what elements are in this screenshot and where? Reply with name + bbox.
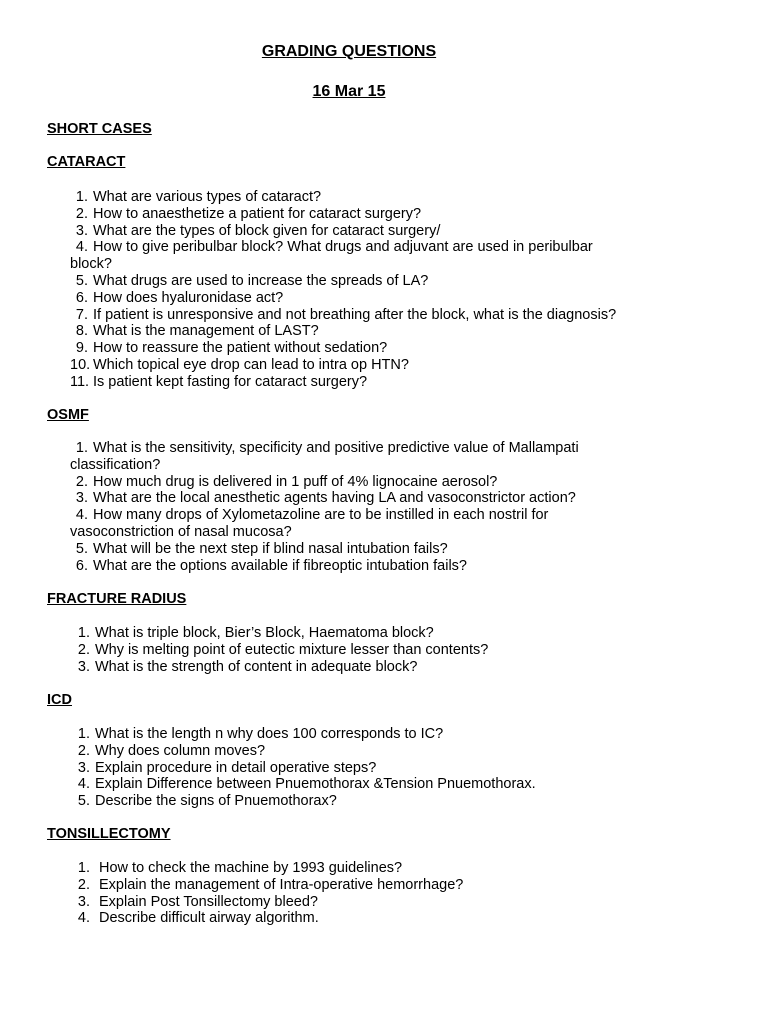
question-text: If patient is unresponsive and not breathing after the block, what is the diagnosis? <box>93 306 617 323</box>
question-item <box>70 374 670 391</box>
question-item <box>70 507 670 524</box>
question-number: 2. <box>77 742 90 759</box>
question-item <box>70 894 670 911</box>
question-text: What is triple block, Bier’s Block, Haematoma block? <box>95 625 434 641</box>
question-item <box>70 206 670 223</box>
question-item <box>70 625 670 642</box>
question-item <box>70 860 670 877</box>
question-number: 9. <box>75 340 88 357</box>
question-item-continuation <box>70 457 670 474</box>
question-item <box>70 189 670 206</box>
question-text: Explain the management of Intra-operative hemorrhage? <box>99 876 464 893</box>
question-text: How to anaesthetize a patient for cataract surgery? <box>93 205 422 222</box>
question-item <box>70 440 670 457</box>
question-text: vasoconstriction of nasal mucosa? <box>70 524 292 540</box>
question-text: Is patient kept fasting for cataract surgery? <box>93 373 368 390</box>
question-text: Describe difficult airway algorithm. <box>99 910 319 927</box>
question-item <box>70 877 670 894</box>
question-number: 6. <box>75 557 88 574</box>
question-text: Explain Post Tonsillectomy bleed? <box>99 893 318 910</box>
page-date: 16 Mar 15 <box>312 83 386 100</box>
question-number: 2. <box>75 205 88 222</box>
question-item <box>70 273 670 290</box>
question-number: 4. <box>75 239 88 256</box>
question-text: What is the sensitivity, specificity and positive predictive value of Mallampati <box>93 440 579 456</box>
question-number: 1. <box>77 860 90 876</box>
question-text: What are the options available if fibreoptic intubation fails? <box>93 557 467 574</box>
section-heading-short-cases: SHORT CASES <box>47 121 152 137</box>
question-text: Explain Difference between Pnuemothorax &Tension Pnuemothorax. <box>95 776 536 793</box>
question-item <box>70 290 670 307</box>
question-number: 4. <box>77 776 90 793</box>
question-item <box>70 776 670 793</box>
question-item <box>70 760 670 777</box>
question-number: 6. <box>75 289 88 306</box>
question-text: Why is melting point of eutectic mixture lesser than contents? <box>95 641 489 658</box>
question-item <box>70 323 670 340</box>
question-number: 3. <box>77 658 90 675</box>
question-item <box>70 541 670 558</box>
question-item <box>70 239 670 256</box>
question-item <box>70 490 670 507</box>
question-item <box>70 558 670 575</box>
question-text: What is the management of LAST? <box>93 323 319 340</box>
question-item <box>70 357 670 374</box>
question-number: 1. <box>75 189 88 205</box>
question-number: 3. <box>75 222 88 239</box>
question-item <box>70 726 670 743</box>
question-text: What is the length n why does 100 corresponds to IC? <box>95 726 444 742</box>
question-number: 2. <box>75 473 88 490</box>
question-item <box>70 340 670 357</box>
question-number: 10. <box>70 357 91 373</box>
question-number: 3. <box>77 893 90 910</box>
question-text: How much drug is delivered in 1 puff of 4% lignocaine aerosol? <box>93 473 498 490</box>
question-text: What are the local anesthetic agents having LA and vasoconstrictor action? <box>93 490 576 507</box>
question-text: How does hyaluronidase act? <box>93 289 284 306</box>
question-text: What are various types of cataract? <box>93 189 322 205</box>
question-number: 1. <box>77 726 90 742</box>
question-item <box>70 793 670 810</box>
question-text: block? <box>70 256 112 273</box>
question-text: What drugs are used to increase the spreads of LA? <box>93 273 429 289</box>
question-number: 3. <box>77 759 90 776</box>
question-text: How to reassure the patient without sedation? <box>93 340 388 357</box>
section-heading: FRACTURE RADIUS <box>47 591 187 607</box>
question-item <box>70 223 670 240</box>
question-item <box>70 642 670 659</box>
question-text: How many drops of Xylometazoline are to be instilled in each nostril for <box>93 507 549 524</box>
question-number: 4. <box>77 910 90 927</box>
question-item <box>70 307 670 324</box>
question-number: 5. <box>77 793 90 810</box>
question-number: 11. <box>70 373 90 390</box>
question-text: What will be the next step if blind nasal intubation fails? <box>93 540 448 557</box>
question-text: Why does column moves? <box>95 742 266 759</box>
question-text: What are the types of block given for cataract surgery/ <box>93 222 441 239</box>
question-number: 3. <box>75 490 88 507</box>
question-number: 1. <box>77 625 90 641</box>
question-number: 5. <box>75 273 88 289</box>
question-text: What is the strength of content in adequate block? <box>95 658 418 675</box>
question-number: 8. <box>75 323 88 340</box>
question-text: Describe the signs of Pnuemothorax? <box>95 793 337 810</box>
question-number: 4. <box>75 507 88 524</box>
question-item <box>70 910 670 927</box>
question-item-continuation <box>70 256 670 273</box>
question-number: 5. <box>75 540 88 557</box>
section-heading: ICD <box>47 692 72 708</box>
question-text: Which topical eye drop can lead to intra op HTN? <box>93 357 409 373</box>
question-item-continuation <box>70 524 670 541</box>
question-number: 1. <box>75 440 88 456</box>
question-number: 2. <box>77 876 90 893</box>
question-item <box>70 474 670 491</box>
page-title: GRADING QUESTIONS <box>261 43 437 60</box>
question-number: 2. <box>77 641 90 658</box>
question-text: How to check the machine by 1993 guidelines? <box>99 860 403 876</box>
question-number: 7. <box>75 306 88 323</box>
question-text: classification? <box>70 456 161 473</box>
section-heading: OSMF <box>47 407 89 423</box>
question-text: Explain procedure in detail operative steps? <box>95 759 377 776</box>
question-item <box>70 659 670 676</box>
section-heading: TONSILLECTOMY <box>47 826 171 842</box>
question-text: How to give peribulbar block? What drugs and adjuvant are used in peribulbar <box>93 239 593 256</box>
section-heading: CATARACT <box>47 154 126 170</box>
question-item <box>70 743 670 760</box>
